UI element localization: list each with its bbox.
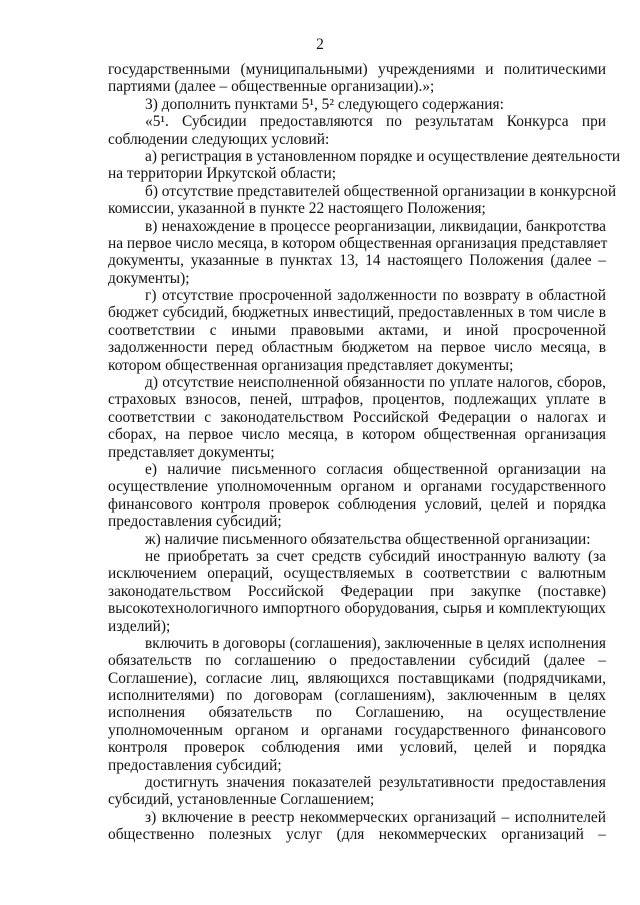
text-line: достигнуть значения показателей результативности предоставления: [145, 774, 606, 792]
text-line: высокотехнологичного импортного оборудования, сырья и комплектующих: [108, 600, 606, 618]
text-line: законодательством Российской Федерации при закупке (поставке): [108, 582, 606, 600]
text-line: соответствии с законодательством Российской Федерации о налогах и: [108, 408, 606, 426]
text-line: котором общественная организация представляет документы;: [108, 356, 514, 374]
text-line: общественно полезных услуг (для некоммерческих организаций –: [108, 826, 606, 844]
text-line: не приобретать за счет средств субсидий иностранную валюту (за: [145, 547, 606, 565]
text-line: включить в договоры (соглашения), заключенные в целях исполнения: [145, 634, 606, 652]
text-line: страховых взносов, пеней, штрафов, процентов, подлежащих уплате в: [108, 391, 606, 409]
text-line: исполнителями) по договорам (соглашениям), заключенным в целях: [108, 687, 606, 705]
text-line: б) отсутствие представителей общественной организации в конкурсной: [145, 182, 617, 200]
text-line: Соглашение), согласие лиц, являющихся поставщиками (подрядчиками,: [108, 669, 606, 687]
text-line: финансового контроля проверок соблюдения условий, целей и порядка: [108, 495, 606, 513]
text-line: е) наличие письменного согласия общественной организации на: [145, 460, 606, 478]
text-line: а) регистрация в установленном порядке и осуществление деятельности: [145, 147, 621, 165]
text-line: партиями (далее – общественные организации).»;: [108, 78, 435, 96]
text-line: государственными (муниципальными) учреждениями и политическими: [108, 61, 606, 78]
text-lines: [108, 61, 621, 844]
text-line: ж) наличие письменного обязательства общественной организации:: [145, 530, 591, 548]
text-line: предоставления субсидий;: [108, 756, 282, 774]
text-line: д) отсутствие неисполненной обязанности по уплате налогов, сборов,: [145, 374, 606, 392]
text-line: субсидий, установленные Соглашением;: [108, 791, 375, 809]
text-line: уполномоченным органом и органами государственного финансового: [108, 721, 606, 739]
text-line: изделий);: [108, 617, 171, 635]
document-body: [108, 61, 621, 844]
text-line: представляет документы;: [108, 443, 275, 461]
text-line: на первое число месяца, в котором общественная организация представляет: [108, 234, 608, 252]
text-line: комиссии, указанной в пункте 22 настоящего Положения;: [108, 200, 486, 218]
text-line: документы);: [108, 269, 190, 287]
text-line: контроля проверок соблюдения ими условий, целей и порядка: [108, 739, 606, 757]
page-number: 2: [316, 36, 324, 53]
text-line: обязательств по соглашению о предоставлении субсидий (далее –: [108, 652, 606, 670]
text-line: «5¹. Субсидии предоставляются по результатам Конкурса при: [145, 113, 606, 131]
text-line: в) ненахождение в процессе реорганизации, ликвидации, банкротства: [145, 217, 606, 235]
text-line: бюджет субсидий, бюджетных инвестиций, предоставленных в том числе в: [108, 304, 606, 322]
text-line: г) отсутствие просроченной задолженности по возврату в областной: [145, 287, 606, 305]
text-line: соблюдении следующих условий:: [108, 130, 330, 148]
text-line: осуществление уполномоченным органом и органами государственного: [108, 478, 606, 496]
text-line: на территории Иркутской области;: [108, 165, 337, 183]
text-line: задолженности перед областным бюджетом на первое число месяца, в: [108, 339, 606, 357]
text-line: исключением операций, осуществляемых в соответствии с валютным: [108, 565, 606, 583]
text-line: соответствии с иными правовыми актами, и иной просроченной: [108, 321, 606, 339]
text-line: документы, указанные в пунктах 13, 14 настоящего Положения (далее –: [108, 252, 606, 270]
text-line: 3) дополнить пунктами 5¹, 5² следующего содержания:: [145, 95, 504, 113]
text-line: предоставления субсидий;: [108, 513, 282, 531]
text-line: сборах, на первое число месяца, в котором общественная организация: [108, 426, 606, 444]
text-line: з) включение в реестр некоммерческих организаций – исполнителей: [145, 808, 606, 826]
text-line: исполнения обязательств по Соглашению, на осуществление: [108, 704, 606, 722]
